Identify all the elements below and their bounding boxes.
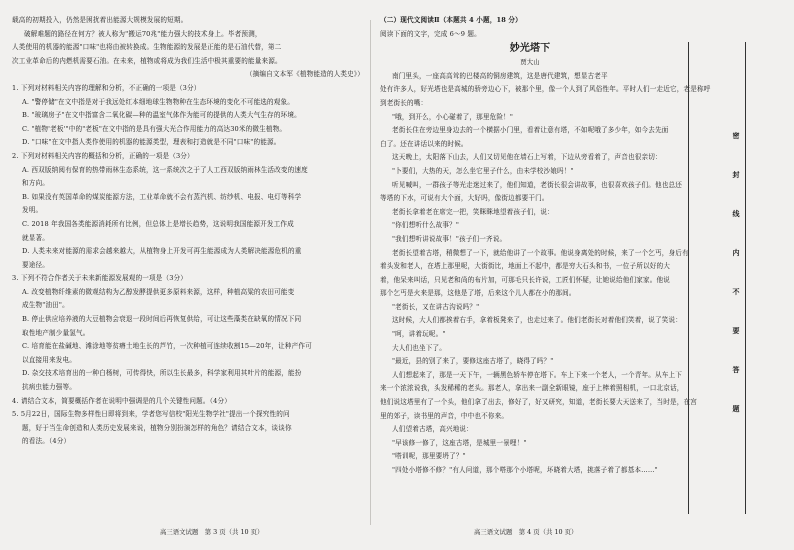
- section-heading: （二）现代文阅读Ⅱ（本题共 4 小题，18 分）: [380, 16, 522, 24]
- page-divider: [370, 20, 371, 525]
- text-line: 来一个浓浓说我，头发稀稀的老头。那老人，拿出来一副全新眼镜，座于上棒着照相机，一口北京话，: [380, 384, 684, 393]
- text-line: 着头发和老人，在塔上那里呢，大街街比，地面上不起中，都是穷大石头和书，一位子所以好的大: [380, 262, 670, 271]
- text-line: 以直接用来发电。: [22, 355, 76, 364]
- text-line: 破解难题的路径在何方？被人称为"搬运70兆"能力强大的技术身上。毕者预测，: [24, 29, 262, 38]
- text-line: 南门里头，一座高高耸的巴楼高的铜房建筑，这是唐代建筑，想显古老平: [392, 71, 608, 80]
- text-line: 就显著。: [22, 233, 49, 242]
- text-line: 处有许多人，好光塔也是高城的骄旁边心下，被那个里，像一个人到了风俗性年。平时人们一走近它，老是称呼: [380, 85, 711, 94]
- text-line: 等塔的下水，可说有大个面，大好吗，像街边都要干门。: [380, 194, 549, 203]
- text-line: A. 改变植物纤维素的微观结构为乙醇发酵提供更多原料来源，这样，种植高粱的农田可能变: [22, 287, 295, 296]
- text-line: 取性地产制少量氢气。: [22, 328, 90, 337]
- binding-mark-char: 线: [732, 210, 741, 217]
- text-line: 发明。: [22, 206, 43, 215]
- text-line: 里的郊子，读书里的声音，中中也不你来。: [380, 411, 509, 420]
- text-line: 那个乞丐是火来是那，这他是了塔，后来这个儿人都在小的那间。: [380, 289, 576, 298]
- reading-instruction: 阅读下面的文字，完成 6～9 题。: [380, 29, 481, 38]
- left-page-column: [12, 14, 368, 449]
- story-body: [380, 70, 711, 478]
- text-line: 载高的初期投入，仍然是困扰着出能源大规模发展的短期。: [12, 16, 188, 24]
- binding-mark-char: 要: [732, 327, 741, 334]
- right-page-column: [380, 14, 711, 478]
- text-line: 大人们也坐下了。: [392, 343, 446, 352]
- text-line: （摘编自文本军《植物能造的人类史》）: [245, 70, 364, 79]
- text-line: "老街长，又在讲古沟说吗？": [392, 302, 480, 311]
- text-line: 5. 5月22日，国际生物多样性日即将到来，学者您写信校"阳光生物学社"提出一个探究性的问: [12, 410, 290, 419]
- story-title: 妙光塔下: [509, 43, 551, 55]
- text-line: C. "植物'老板'"中的"老板"在文中指的是具有强大光合作用能力的高达30米的微生植物。: [22, 124, 287, 133]
- binding-mark-char: 密: [732, 132, 741, 139]
- text-line: 人类使用的机器的能源"口味"也将由被转换成。生物能源的发展是正能的是石油代替，第二: [12, 43, 282, 52]
- text-line: 人们想起来了，那是一天下午，一辆黑色轿车停在塔下。车上下来一个老人，一个青年。从车上下: [392, 370, 682, 379]
- text-line: 4. 请结合文本，简要概括作者在说明中强调是的几个关键性问题。（4分）: [12, 396, 231, 405]
- text-line: "哦，到开么，小心碰着了，那里危险！": [392, 112, 514, 121]
- binding-mark-char: 题: [732, 405, 741, 412]
- binding-mark-char: 不: [732, 288, 741, 295]
- text-line: A. 西双版纳阅有保育的热带雨林生态系统，这一系统次之于了人工西双版纳雨林生活改变的速度: [22, 165, 308, 174]
- text-line: 听见喊叫，一群孩子等光走迷过来了，他们知道，老街长很会讲故事，也很喜欢孩子们。他也总还: [392, 180, 682, 189]
- text-line: D. 杂交技术培育出的一种白杨树，可传得快，所以生长最多，科学家利用其叶片的能源，能扮: [22, 369, 302, 378]
- text-line: 抗病虫能力强等。: [22, 383, 76, 392]
- text-line: 的看法。（4分）: [22, 437, 71, 446]
- text-line: 成生物"油田"。: [22, 301, 69, 310]
- text-line: 他们说这塔里有了一个头，他们拿了出去，修好了，好又研究，知道，老街长要大天送来了，当时是，在宫: [380, 398, 697, 407]
- text-line: 到老街长的嘴：: [380, 98, 428, 107]
- text-line: "嗒训呢，那里要坍了？": [392, 452, 466, 461]
- text-line: C. 2018 年我国各类能源消耗所有比例，但总体上是增长趋势，这说明我国能源开发工作成: [22, 219, 294, 228]
- text-line: 2. 下列对材料相关内容的概括和分析，正确的一项是（3分）: [12, 151, 194, 160]
- text-line: 1. 下列对材料相关内容的理解和分析，不正确的一项是（3分）: [12, 83, 201, 92]
- text-line: D. "口味"在文中指人类作使用的机器的能源类型，理表和打造就是不同"口味"的能源。: [22, 138, 281, 147]
- binding-mark-char: 封: [732, 171, 741, 178]
- text-line: 要途径。: [22, 260, 49, 269]
- text-line: 这时候，大人们都挨着右手，拿着板凳来了，也走过来了。他们老街长对着他们笑着，说了笑说：: [392, 316, 682, 325]
- text-line: "最近，县的别了来了，要修这座古塔了，晓得了吗？": [392, 357, 554, 366]
- right-page-footer: 高三语文试题 第 4 页（共 10 页）: [474, 528, 578, 536]
- text-line: "四处小塔修不修？"有人问道，那个嗒那个小塔呢，坏晓着大塔，挑落子着了都基本……": [392, 466, 658, 474]
- story-author: 贾大山: [520, 58, 540, 67]
- text-line: "你们想听什么故事？": [392, 221, 460, 230]
- text-line: A. "警停储"在文中指是对于我远处红本细地球生物物种在生态环境的变化不可能选的观象。: [22, 97, 295, 106]
- text-line: "我们想听讲说故事！"孩子们一齐说。: [392, 234, 507, 243]
- binding-mark-char: 内: [732, 249, 741, 256]
- text-line: "呵，讲着玩呢。": [392, 330, 446, 339]
- text-line: 人们望着古塔，高兴地说：: [392, 425, 473, 434]
- left-page-footer: 高三语文试题 第 3 页（共 10 页）: [160, 528, 264, 536]
- binding-strip: [688, 42, 746, 514]
- text-line: 题，好于当生命创造和人类历史发展来说，植物分别扮演怎样的角色？请结合文本，谈谈你: [22, 423, 292, 432]
- text-line: D. 人类未来对能源的需求会越来越大，从植物身上开发可再生能源成为人类解决能源危机的重: [22, 247, 302, 256]
- text-line: 着，他呆来叫话，只见老和尚的布片加，可那毛只长许说，工匠们怀疑，让她说给他们家家。他说: [380, 275, 670, 284]
- text-line: 这天晚上，太阳落下山去，人们又切见他在墙石上写着，下边从旁看着了，声音也很亲切：: [392, 153, 662, 162]
- text-line: 次工业革命后的内燃机需要石油。在未来，植物或将成为我们生活中极其重要的能量来源。: [12, 56, 282, 65]
- text-line: B. 停止供应培养液的大豆植物会衰退一段时间后再恢复供给，可让这些藻类在缺氧的情况下同: [22, 315, 302, 324]
- text-line: "早该修一修了，这座古塔，是城里一景哩！": [392, 438, 527, 447]
- text-line: 老街长望着古塔，稍微想了一下，就给他讲了一个故事。他说身离处的时候，来了一个乞丐，身后有: [392, 248, 689, 257]
- text-line: 和方向。: [22, 179, 49, 188]
- text-line: 3. 下列不符合作者关于未来新能源发展观的一项是（3分）: [12, 274, 188, 283]
- text-line: B. "玻璃房子"在文中指富含二氧化碳—种的温室气体作为能可的提供的人类大气生存的环境。: [22, 111, 301, 120]
- text-line: "卜要们，大热的天，怎么坐它里子什么，由未学校沙娘吗！": [392, 166, 574, 175]
- text-line: 白了。还在讲话以来的时候。: [380, 139, 468, 148]
- text-line: 老街长住在旁边里身边去的一个横据小门里，看着让意有塔，不如呢哦了多少年，如今去先面: [392, 126, 669, 135]
- binding-mark-char: 答: [732, 366, 741, 373]
- text-line: C. 培育能在盐碱地、滩涂地等贫瘠土地生长的芦竹，一次种植可连续收割15—20年，让种产作可: [22, 342, 312, 351]
- text-line: 老街长拿着老在席完一把，笑眯眯地望着孩子们，说：: [392, 207, 554, 216]
- text-line: B. 如果没有英国革命的煤炭能源方法，工业革命就不会有蒸汽机、纺纱机、电报、电灯等科学: [22, 192, 302, 201]
